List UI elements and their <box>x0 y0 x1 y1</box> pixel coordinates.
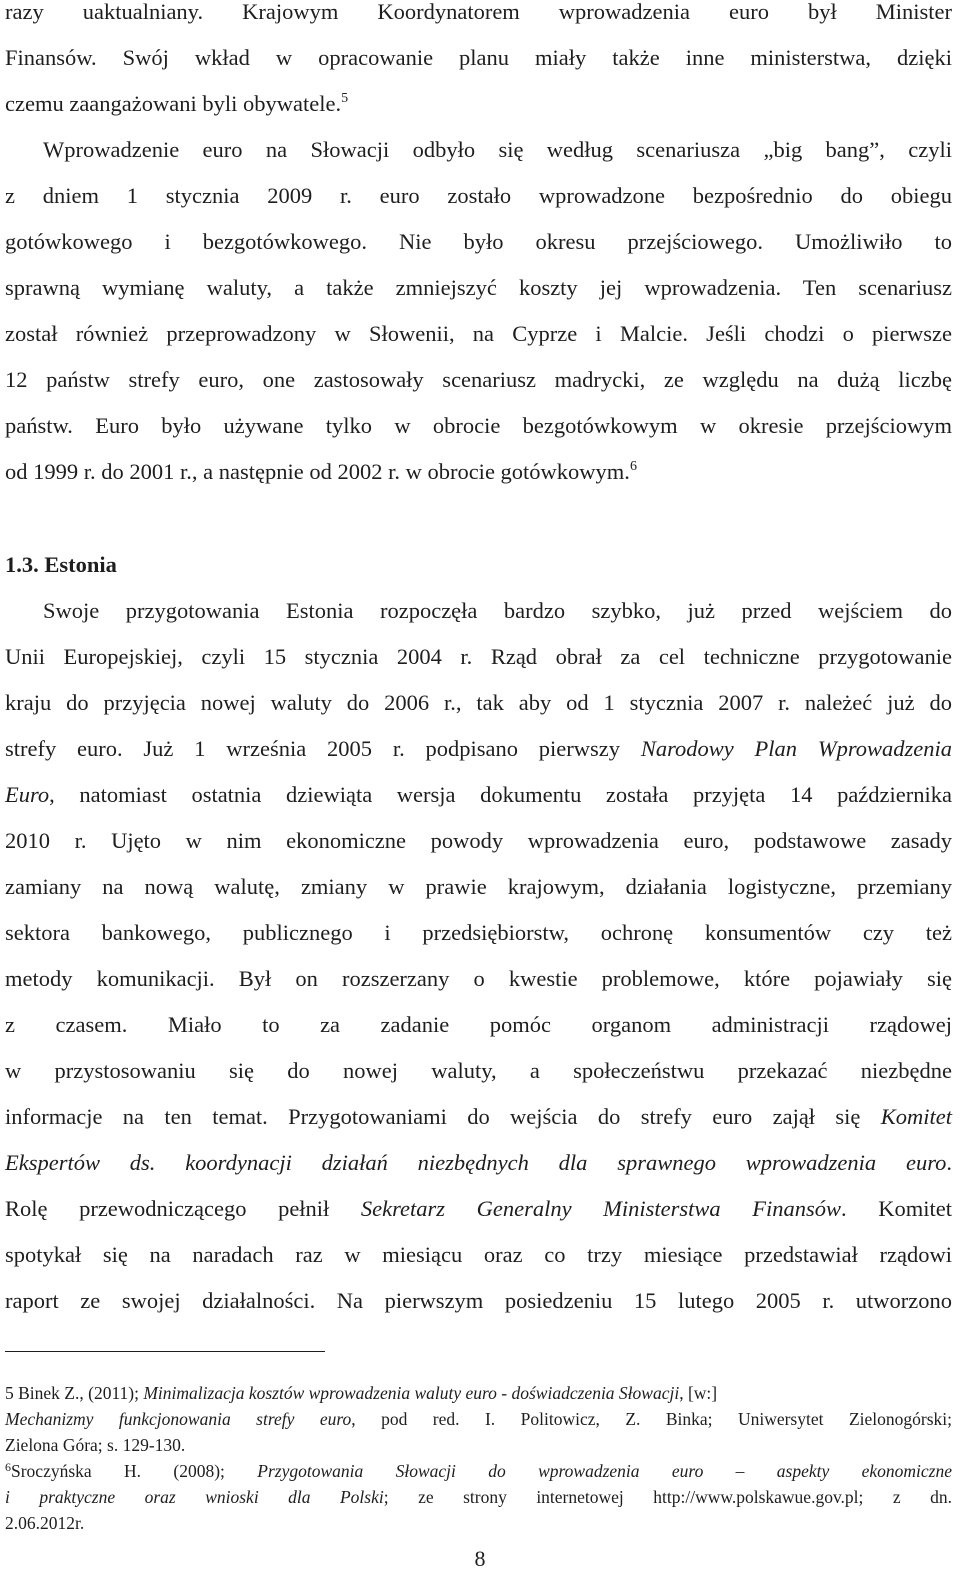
paragraph-line: z dniem 1 stycznia 2009 r. euro zostało wprowadzone bezpośrednio do obiegu <box>5 183 952 208</box>
committee-name: Komitet <box>880 1104 952 1129</box>
footnote-6-line: 2.06.2012r. <box>5 1513 85 1533</box>
paragraph-line: gotówkowego i bezgotówkowego. Nie było okresu przejściowego. Umożliwiło to <box>5 229 952 254</box>
paragraph-line: 12 państw strefy euro, one zastosowały scenariusz madrycki, ze względu na dużą liczbę <box>5 367 952 392</box>
paragraph-line: Rolę przewodniczącego pełnił Sekretarz Generalny Ministerstwa Finansów. Komitet <box>5 1196 952 1221</box>
paragraph-line: kraju do przyjęcia nowej waluty do 2006 r., tak aby od 1 stycznia 2007 r. należeć już do <box>5 690 952 715</box>
paragraph-line: zamiany na nową walutę, zmiany w prawie krajowym, działania logistyczne, przemiany <box>5 874 952 899</box>
paragraph-line: spotykał się na naradach raz w miesiącu oraz co trzy miesiące przedstawiał rządowi <box>5 1242 952 1267</box>
paragraph-line: Unii Europejskiej, czyli 15 stycznia 2004 r. Rząd obrał za cel techniczne przygotowanie <box>5 644 952 669</box>
paragraph-line: sprawną wymianę waluty, a także zmniejszyć koszty jej wprowadzenia. Ten scenariusz <box>5 275 952 300</box>
paragraph-line: razy uaktualniany. Krajowym Koordynatorem wprowadzenia euro był Minister <box>5 0 952 24</box>
paragraph-line: od 1999 r. do 2001 r., a następnie od 2002 r. w obrocie gotówkowym.$^6$ <box>5 459 637 484</box>
paragraph-line: Euro, natomiast ostatnia dziewiąta wersja dokumentu została przyjęta 14 października <box>5 782 952 807</box>
plan-title-end: Euro <box>5 782 50 807</box>
footnote-separator <box>5 1351 325 1352</box>
footnote-ref: 6 <box>629 459 637 474</box>
footnote-6: $^6$Sroczyńska H. (2008); Przygotowania Słowacji do wprowadzenia euro – aspekty ekonomiczne <box>5 1460 953 1481</box>
paragraph-line: Finansów. Swój wkład w opracowanie planu miały także inne ministerstwa, dzięki <box>5 45 952 70</box>
paragraph-line: w przystosowaniu się do nowej waluty, a społeczeństwu przekazać niezbędne <box>5 1058 952 1083</box>
paragraph-line: raport ze swojej działalności. Na pierwszym posiedzeniu 15 lutego 2005 r. utworzono <box>5 1288 952 1313</box>
paragraph-line: Ekspertów ds. koordynacji działań niezbędnych dla sprawnego wprowadzenia euro. <box>5 1150 952 1175</box>
paragraph-line: Wprowadzenie euro na Słowacji odbyło się według scenariusza „big bang”, czyli <box>43 137 952 162</box>
secretary-title: Sekretarz Generalny Ministerstwa Finansów <box>360 1196 842 1221</box>
paragraph-line: 2010 r. Ujęto w nim ekonomiczne powody wprowadzenia euro, podstawowe zasady <box>5 828 952 853</box>
footnote-ref: 5 <box>341 91 349 106</box>
paragraph-line: państw. Euro było używane tylko w obrocie bezgotówkowym w okresie przejściowym <box>5 413 952 438</box>
paragraph-line: sektora bankowego, publicznego i przedsiębiorstw, ochronę konsumentów czy też <box>5 920 952 945</box>
paragraph-line: metody komunikacji. Był on rozszerzany o kwestie problemowe, które pojawiały się <box>5 966 952 991</box>
paragraph-line: czemu zaangażowani byli obywatele.$^5$ <box>5 91 349 116</box>
footnote-5: 5 Binek Z., (2011); Minimalizacja kosztów wprowadzenia waluty euro - doświadczenia Słowacji, [w:] <box>5 1383 718 1403</box>
paragraph-line: informacje na ten temat. Przygotowaniami do wejścia do strefy euro zajął się Komitet <box>5 1104 952 1129</box>
footnote-5-line: Zielona Góra; s. 129-130. <box>5 1435 186 1455</box>
plan-title: Narodowy Plan Wprowadzenia <box>640 736 952 761</box>
paragraph-line: Swoje przygotowania Estonia rozpoczęła bardzo szybko, już przed wejściem do <box>43 598 952 623</box>
section-heading: 1.3. Estonia <box>5 552 117 577</box>
page-number: 8 <box>474 1546 486 1571</box>
paragraph-line: został również przeprowadzony w Słowenii, na Cyprze i Malcie. Jeśli chodzi o pierwsze <box>5 321 952 346</box>
paragraph-line: strefy euro. Już 1 września 2005 r. podpisano pierwszy Narodowy Plan Wprowadzenia <box>5 736 952 761</box>
footnote-5-line: Mechanizmy funkcjonowania strefy euro, pod red. I. Politowicz, Z. Binka; Uniwersytet Zielonogórski; <box>5 1409 952 1429</box>
footnote-6-line: i praktyczne oraz wnioski dla Polski; ze strony internetowej http://www.polskawue.gov.pl; z dn. <box>5 1487 952 1507</box>
paragraph-line: z czasem. Miało to za zadanie pomóc organom administracji rządowej <box>5 1012 952 1037</box>
